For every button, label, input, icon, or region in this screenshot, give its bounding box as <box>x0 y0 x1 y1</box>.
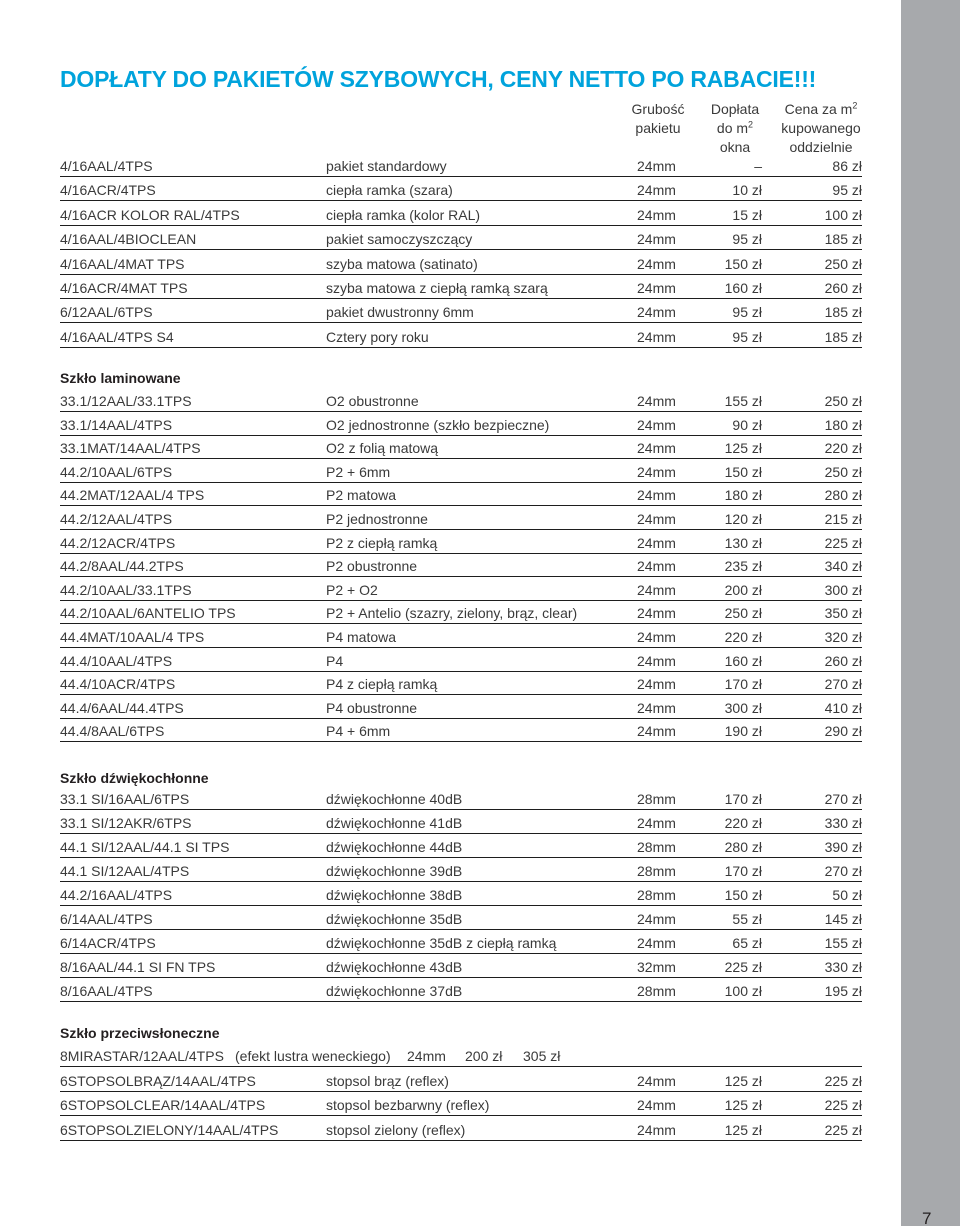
cell-description: P4 matowa <box>326 629 397 645</box>
table-row <box>60 1047 862 1067</box>
cell-thickness: 24mm <box>637 911 676 927</box>
cell-thickness: 28mm <box>637 839 676 855</box>
table-row <box>60 463 862 483</box>
cell-price: 155 zł <box>824 935 862 951</box>
cell-code: 44.2/12AAL/4TPS <box>60 511 173 527</box>
cell-code: 33.1MAT/14AAL/4TPS <box>60 440 201 456</box>
cell-thickness: 24mm <box>637 653 676 669</box>
cell-price: 185 zł <box>824 304 862 320</box>
cell-surcharge: – <box>754 158 762 174</box>
cell-code: 6STOPSOLZIELONY/14AAL/4TPS <box>60 1122 279 1138</box>
cell-thickness: 24mm <box>637 280 676 296</box>
table-row <box>60 303 862 323</box>
header-price-unit: Cena za m <box>784 101 853 117</box>
header-surcharge-line-1: Dopłata <box>710 101 760 117</box>
cell-code: 44.4MAT/10AAL/4 TPS <box>60 629 205 645</box>
table-row <box>60 279 862 299</box>
header-thickness <box>626 100 690 138</box>
table-row <box>60 1072 862 1092</box>
cell-thickness: 24mm <box>637 535 676 551</box>
cell-price: 225 zł <box>824 1097 862 1113</box>
cell-price: 215 zł <box>824 511 862 527</box>
cell-price: 100 zł <box>824 207 862 223</box>
cell-code: 44.2/16AAL/4TPS <box>60 887 173 903</box>
cell-price: 225 zł <box>824 1073 862 1089</box>
cell-code: 4/16ACR/4TPS <box>60 182 156 198</box>
cell-code: 6/12AAL/6TPS <box>60 304 153 320</box>
cell-description: P4 obustronne <box>326 700 418 716</box>
cell-thickness: 24mm <box>637 1073 676 1089</box>
cell-thickness: 24mm <box>637 231 676 247</box>
cell-price: 350 zł <box>824 605 862 621</box>
header-price <box>774 100 868 157</box>
cell-thickness: 24mm <box>637 1097 676 1113</box>
cell-thickness: 28mm <box>637 863 676 879</box>
cell-description: szyba matowa (satinato) <box>326 256 478 272</box>
side-bar <box>901 0 960 1226</box>
cell-surcharge: 225 zł <box>724 959 762 975</box>
cell-surcharge: 160 zł <box>724 653 762 669</box>
table-row <box>60 910 862 930</box>
cell-thickness: 24mm <box>637 256 676 272</box>
cell-price: 220 zł <box>824 440 862 456</box>
cell-surcharge: 10 zł <box>732 182 762 198</box>
cell-price: 410 zł <box>824 700 862 716</box>
cell-surcharge: 125 zł <box>724 1122 762 1138</box>
cell-thickness: 24mm <box>637 511 676 527</box>
cell-surcharge: 220 zł <box>724 815 762 831</box>
cell-surcharge: 200 zł <box>724 582 762 598</box>
cell-description: dźwiękochłonne 43dB <box>326 959 463 975</box>
table-row <box>60 534 862 554</box>
cell-price: 225 zł <box>824 1122 862 1138</box>
table-row <box>60 675 862 695</box>
table-row <box>60 1121 862 1141</box>
cell-code: 6/14AAL/4TPS <box>60 911 153 927</box>
cell-surcharge: 180 zł <box>724 487 762 503</box>
cell-description: dźwiękochłonne 44dB <box>326 839 463 855</box>
table-row <box>60 814 862 834</box>
cell-surcharge: 150 zł <box>724 464 762 480</box>
cell-code: 8MIRASTAR/12AAL/4TPS <box>60 1048 224 1064</box>
table-row <box>60 722 862 742</box>
cell-thickness: 24mm <box>637 182 676 198</box>
cell-description: dźwiękochłonne 41dB <box>326 815 463 831</box>
cell-price: 195 zł <box>824 983 862 999</box>
cell-surcharge: 125 zł <box>724 1073 762 1089</box>
table-row <box>60 486 862 506</box>
cell-price: 305 zł <box>523 1048 561 1064</box>
cell-code: 44.2MAT/12AAL/4 TPS <box>60 487 205 503</box>
header-price-sup: 2 <box>852 100 858 111</box>
cell-code: 33.1 SI/16AAL/6TPS <box>60 791 190 807</box>
cell-code: 6/14ACR/4TPS <box>60 935 156 951</box>
cell-surcharge: 160 zł <box>724 280 762 296</box>
section-heading: Szkło laminowane <box>60 370 181 386</box>
cell-price: 260 zł <box>824 280 862 296</box>
cell-code: 44.1 SI/12AAL/4TPS <box>60 863 190 879</box>
cell-description: (efekt lustra weneckiego) <box>235 1048 391 1064</box>
section-heading: Szkło dźwiękochłonne <box>60 770 209 786</box>
cell-description: stopsol brąz (reflex) <box>326 1073 449 1089</box>
table-row <box>60 255 862 275</box>
header-surcharge <box>702 100 768 157</box>
cell-thickness: 24mm <box>637 629 676 645</box>
cell-code: 4/16ACR/4MAT TPS <box>60 280 188 296</box>
cell-price: 290 zł <box>824 723 862 739</box>
cell-code: 33.1 SI/12AKR/6TPS <box>60 815 192 831</box>
cell-thickness: 24mm <box>637 158 676 174</box>
table-row <box>60 886 862 906</box>
table-row <box>60 581 862 601</box>
cell-surcharge: 280 zł <box>724 839 762 855</box>
cell-surcharge: 170 zł <box>724 791 762 807</box>
cell-code: 4/16AAL/4MAT TPS <box>60 256 185 272</box>
table-row <box>60 416 862 436</box>
cell-price: 330 zł <box>824 959 862 975</box>
cell-code: 4/16AAL/4BIOCLEAN <box>60 231 197 247</box>
table-row <box>60 157 862 177</box>
cell-thickness: 24mm <box>637 815 676 831</box>
cell-thickness: 28mm <box>637 983 676 999</box>
cell-price: 340 zł <box>824 558 862 574</box>
cell-surcharge: 125 zł <box>724 440 762 456</box>
cell-surcharge: 130 zł <box>724 535 762 551</box>
cell-thickness: 24mm <box>637 304 676 320</box>
table-row <box>60 982 862 1002</box>
cell-price: 180 zł <box>824 417 862 433</box>
cell-description: P2 z ciepłą ramką <box>326 535 438 551</box>
cell-surcharge: 155 zł <box>724 393 762 409</box>
cell-description: stopsol zielony (reflex) <box>326 1122 466 1138</box>
section-heading: Szkło przeciwsłoneczne <box>60 1025 220 1041</box>
cell-price: 185 zł <box>824 231 862 247</box>
table-row <box>60 206 862 226</box>
table-row <box>60 604 862 624</box>
cell-price: 390 zł <box>824 839 862 855</box>
header-price-line-3: oddzielnie <box>789 139 853 155</box>
cell-thickness: 24mm <box>637 605 676 621</box>
cell-thickness: 24mm <box>637 329 676 345</box>
header-surcharge-unit: do m <box>716 120 749 136</box>
header-price-line-1 <box>774 100 868 119</box>
cell-price: 270 zł <box>824 676 862 692</box>
cell-description: pakiet samoczyszczący <box>326 231 473 247</box>
cell-thickness: 24mm <box>637 558 676 574</box>
cell-description: P2 obustronne <box>326 558 418 574</box>
cell-price: 250 zł <box>824 393 862 409</box>
cell-surcharge: 200 zł <box>465 1048 503 1064</box>
cell-code: 44.2/10AAL/6ANTELIO TPS <box>60 605 236 621</box>
page-number: 7 <box>922 1209 932 1228</box>
cell-thickness: 24mm <box>637 582 676 598</box>
table-row <box>60 439 862 459</box>
cell-surcharge: 15 zł <box>732 207 762 223</box>
cell-price: 95 zł <box>832 182 862 198</box>
cell-thickness: 24mm <box>637 393 676 409</box>
cell-code: 44.4/8AAL/6TPS <box>60 723 165 739</box>
table-row <box>60 328 862 348</box>
cell-description: dźwiękochłonne 35dB z ciepłą ramką <box>326 935 557 951</box>
cell-description: P4 <box>326 653 344 669</box>
table-row <box>60 1096 862 1116</box>
cell-code: 44.4/6AAL/44.4TPS <box>60 700 184 716</box>
header-surcharge-line-3: okna <box>719 139 751 155</box>
cell-description: P2 + Antelio (szazry, zielony, brąz, clear) <box>326 605 578 621</box>
header-thickness-line-2: pakietu <box>635 120 681 136</box>
cell-code: 44.4/10ACR/4TPS <box>60 676 176 692</box>
cell-description: szyba matowa z ciepłą ramką szarą <box>326 280 548 296</box>
table-row <box>60 230 862 250</box>
cell-price: 86 zł <box>832 158 862 174</box>
cell-surcharge: 235 zł <box>724 558 762 574</box>
cell-surcharge: 55 zł <box>732 911 762 927</box>
cell-code: 8/16AAL/44.1 SI FN TPS <box>60 959 216 975</box>
cell-thickness: 24mm <box>637 487 676 503</box>
cell-description: Cztery pory roku <box>326 329 429 345</box>
cell-description: dźwiękochłonne 40dB <box>326 791 463 807</box>
cell-thickness: 24mm <box>637 723 676 739</box>
cell-price: 270 zł <box>824 791 862 807</box>
cell-surcharge: 90 zł <box>732 417 762 433</box>
cell-price: 225 zł <box>824 535 862 551</box>
cell-surcharge: 150 zł <box>724 887 762 903</box>
cell-code: 44.2/12ACR/4TPS <box>60 535 176 551</box>
cell-code: 4/16ACR KOLOR RAL/4TPS <box>60 207 240 223</box>
cell-description: O2 z folią matową <box>326 440 439 456</box>
cell-description: P2 jednostronne <box>326 511 428 527</box>
header-surcharge-sup: 2 <box>748 119 754 130</box>
cell-code: 44.2/8AAL/44.2TPS <box>60 558 184 574</box>
cell-surcharge: 250 zł <box>724 605 762 621</box>
cell-thickness: 24mm <box>637 440 676 456</box>
cell-description: ciepła ramka (kolor RAL) <box>326 207 481 223</box>
table-row <box>60 181 862 201</box>
cell-thickness: 32mm <box>637 959 676 975</box>
cell-description: P2 + O2 <box>326 582 378 598</box>
cell-thickness: 28mm <box>637 791 676 807</box>
cell-surcharge: 120 zł <box>724 511 762 527</box>
table-row <box>60 699 862 719</box>
cell-price: 250 zł <box>824 464 862 480</box>
cell-description: P2 matowa <box>326 487 397 503</box>
cell-price: 185 zł <box>824 329 862 345</box>
cell-surcharge: 100 zł <box>724 983 762 999</box>
cell-price: 260 zł <box>824 653 862 669</box>
cell-price: 330 zł <box>824 815 862 831</box>
cell-surcharge: 95 zł <box>732 329 762 345</box>
cell-description: P4 z ciepłą ramką <box>326 676 438 692</box>
cell-thickness: 24mm <box>637 464 676 480</box>
cell-thickness: 24mm <box>637 417 676 433</box>
cell-surcharge: 170 zł <box>724 863 762 879</box>
table-row <box>60 958 862 978</box>
cell-thickness: 24mm <box>407 1048 446 1064</box>
cell-description: dźwiękochłonne 35dB <box>326 911 463 927</box>
header-thickness-line-1: Grubość <box>631 101 685 117</box>
cell-surcharge: 95 zł <box>732 304 762 320</box>
cell-surcharge: 150 zł <box>724 256 762 272</box>
cell-description: stopsol bezbarwny (reflex) <box>326 1097 490 1113</box>
cell-price: 300 zł <box>824 582 862 598</box>
table-row <box>60 838 862 858</box>
page-title: DOPŁATY DO PAKIETÓW SZYBOWYCH, CENY NETTO PO RABACIE!!! <box>60 66 817 92</box>
cell-thickness: 24mm <box>637 1122 676 1138</box>
cell-description: pakiet standardowy <box>326 158 447 174</box>
table-row <box>60 557 862 577</box>
cell-price: 270 zł <box>824 863 862 879</box>
cell-description: pakiet dwustronny 6mm <box>326 304 474 320</box>
cell-code: 44.2/10AAL/6TPS <box>60 464 173 480</box>
cell-code: 44.4/10AAL/4TPS <box>60 653 173 669</box>
cell-price: 280 zł <box>824 487 862 503</box>
cell-code: 6STOPSOLBRĄZ/14AAL/4TPS <box>60 1073 256 1089</box>
cell-price: 50 zł <box>832 887 862 903</box>
cell-surcharge: 170 zł <box>724 676 762 692</box>
cell-description: P2 + 6mm <box>326 464 391 480</box>
cell-description: P4 + 6mm <box>326 723 391 739</box>
cell-surcharge: 125 zł <box>724 1097 762 1113</box>
cell-surcharge: 65 zł <box>732 935 762 951</box>
cell-price: 250 zł <box>824 256 862 272</box>
table-row <box>60 510 862 530</box>
cell-price: 145 zł <box>824 911 862 927</box>
cell-surcharge: 95 zł <box>732 231 762 247</box>
table-row <box>60 392 862 412</box>
cell-price: 320 zł <box>824 629 862 645</box>
cell-code: 4/16AAL/4TPS <box>60 158 153 174</box>
cell-surcharge: 300 zł <box>724 700 762 716</box>
cell-code: 8/16AAL/4TPS <box>60 983 153 999</box>
cell-description: O2 obustronne <box>326 393 419 409</box>
cell-description: ciepła ramka (szara) <box>326 182 453 198</box>
cell-code: 6STOPSOLCLEAR/14AAL/4TPS <box>60 1097 266 1113</box>
cell-description: dźwiękochłonne 39dB <box>326 863 463 879</box>
cell-code: 33.1/12AAL/33.1TPS <box>60 393 192 409</box>
cell-surcharge: 190 zł <box>724 723 762 739</box>
cell-code: 4/16AAL/4TPS S4 <box>60 329 174 345</box>
header-price-line-2: kupowanego <box>781 120 861 136</box>
cell-thickness: 24mm <box>637 700 676 716</box>
cell-code: 44.1 SI/12AAL/44.1 SI TPS <box>60 839 230 855</box>
cell-code: 33.1/14AAL/4TPS <box>60 417 173 433</box>
table-row <box>60 790 862 810</box>
cell-code: 44.2/10AAL/33.1TPS <box>60 582 192 598</box>
cell-description: dźwiękochłonne 37dB <box>326 983 463 999</box>
cell-thickness: 24mm <box>637 935 676 951</box>
cell-thickness: 24mm <box>637 207 676 223</box>
table-row <box>60 628 862 648</box>
cell-description: O2 jednostronne (szkło bezpieczne) <box>326 417 550 433</box>
cell-thickness: 28mm <box>637 887 676 903</box>
cell-description: dźwiękochłonne 38dB <box>326 887 463 903</box>
cell-surcharge: 220 zł <box>724 629 762 645</box>
table-row <box>60 652 862 672</box>
table-row <box>60 862 862 882</box>
cell-thickness: 24mm <box>637 676 676 692</box>
table-row <box>60 934 862 954</box>
header-surcharge-line-2 <box>702 119 768 138</box>
